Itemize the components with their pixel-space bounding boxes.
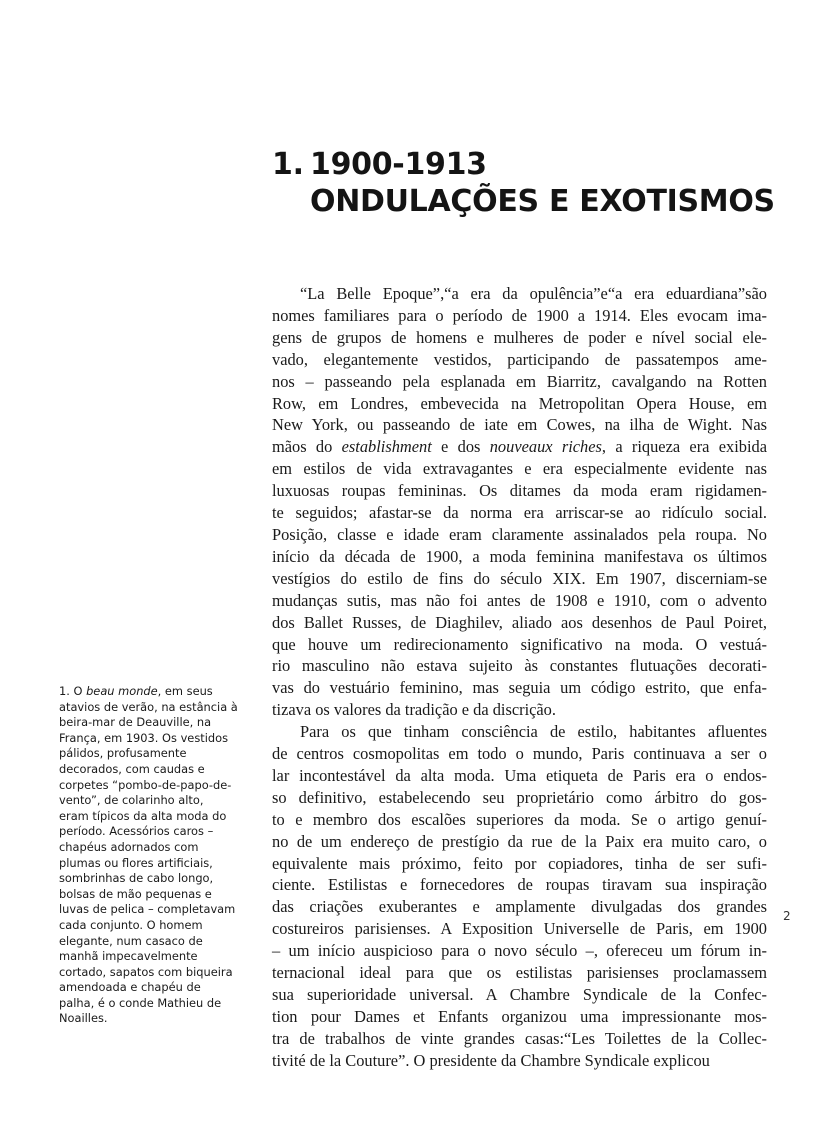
text-line: vado, elegantemente vestidos, participando de passatempos ame- bbox=[272, 349, 767, 369]
caption-line: plumas ou flores artificiais, bbox=[59, 855, 213, 870]
caption-line: chapéus adornados com bbox=[59, 839, 199, 854]
text-line: New York, ou passeando de iate em Cowes, na ilha de Wight. Nas bbox=[272, 415, 767, 435]
text-fragment: establishment bbox=[341, 437, 432, 457]
caption-line: vento”, de colarinho alto, bbox=[59, 793, 204, 808]
caption-line: palha, é o conde Mathieu de bbox=[59, 995, 222, 1010]
text-line: que houve um redirecionamento significativo na moda. O vestuá- bbox=[272, 634, 767, 654]
text-line: luxuosas roupas femininas. Os ditames da moda eram rigidamen- bbox=[272, 481, 767, 501]
caption-line: sombrinhas de cabo longo, bbox=[59, 871, 214, 886]
caption-line: eram típicos da alta moda do bbox=[59, 808, 227, 823]
chapter-number: 1. bbox=[272, 147, 304, 182]
caption-line: manhã impecavelmente bbox=[59, 949, 198, 964]
body-text bbox=[272, 283, 767, 1072]
caption-line: cada conjunto. O homem bbox=[59, 917, 203, 932]
caption-line: amendoada e chapéu de bbox=[59, 980, 201, 995]
text-line: rio masculino não estava sujeito às constantes flutuações decorati- bbox=[272, 656, 767, 676]
caption-line: pálidos, profusamente bbox=[59, 746, 187, 761]
caption-line: elegante, num casaco de bbox=[59, 933, 203, 948]
figure-caption bbox=[59, 684, 244, 1027]
text-line: nos – passeando pela esplanada em Biarritz, cavalgando na Rotten bbox=[272, 371, 767, 391]
chapter-title-line-2 bbox=[272, 183, 775, 220]
chapter-subtitle: ONDULAÇÕES E EXOTISMOS bbox=[310, 184, 775, 219]
text-line: dos Ballet Russes, de Diaghilev, aliado aos desenhos de Paul Poiret, bbox=[272, 612, 767, 632]
chapter-title-line-1 bbox=[272, 146, 775, 183]
caption-line: decorados, com caudas e bbox=[59, 761, 205, 776]
page-number: 2 bbox=[783, 909, 791, 923]
text-line: Row, em Londres, embevecida na Metropolitan Opera House, em bbox=[272, 393, 767, 413]
caption-italic: beau monde bbox=[86, 684, 158, 698]
chapter-years: 1900-1913 bbox=[310, 147, 487, 182]
text-line: tizava os valores da tradição e da discrição. bbox=[272, 700, 556, 720]
text-line: costureiros parisienses. A Exposition Universelle de Paris, em 1900 bbox=[272, 919, 767, 939]
text-line: nomes familiares para o período de 1900 a 1914. Eles evocam ima- bbox=[272, 305, 767, 325]
caption-line: corpetes “pombo-de-papo-de- bbox=[59, 777, 232, 792]
text-line: equivalente mais próximo, feito por copiadores, tinha de ser sufi- bbox=[272, 853, 767, 873]
text-line: “La Belle Epoque”,“a era da opulência”e“a era eduardiana”são bbox=[300, 284, 767, 303]
caption-prefix: 1. O bbox=[59, 684, 87, 698]
text-line: de centros cosmopolitas em todo o mundo, Paris continuava a ser o bbox=[272, 744, 767, 764]
text-line: Para os que tinham consciência de estilo, habitantes afluentes bbox=[300, 722, 767, 742]
text-line: lar incontestável da alta moda. Uma etiqueta de Paris era o endos- bbox=[272, 765, 767, 785]
caption-line: luvas de pelica – completavam bbox=[59, 902, 236, 917]
text-line: vestígios do estilo de fins do século XIX. Em 1907, discerniam-se bbox=[272, 568, 767, 588]
caption-line: período. Acessórios caros – bbox=[59, 824, 214, 839]
caption-line: atavios de verão, na estância à bbox=[59, 699, 238, 714]
text-line: so definitivo, estabelecendo seu proprietário como árbitro do gos- bbox=[272, 787, 767, 807]
text-fragment: e dos bbox=[431, 437, 490, 457]
chapter-title bbox=[272, 146, 775, 220]
text-fragment: nouveaux riches bbox=[489, 437, 602, 457]
text-line: Posição, classe e idade eram claramente assinalados pela roupa. No bbox=[272, 524, 767, 544]
text-fragment: mãos do bbox=[272, 437, 342, 457]
text-line: – um início auspicioso para o novo século –, ofereceu um fórum in- bbox=[272, 941, 767, 961]
caption-line: Noailles. bbox=[59, 1011, 108, 1026]
paragraph-1 bbox=[272, 283, 767, 721]
text-line: mudanças sutis, mas não foi antes de 1908 e 1910, com o advento bbox=[272, 590, 767, 610]
text-line: te seguidos; afastar-se da norma era arriscar-se ao ridículo social. bbox=[272, 503, 767, 523]
text-line: tra de trabalhos de vinte grandes casas:“Les Toilettes de la Collec- bbox=[272, 1028, 767, 1048]
text-line: gens de grupos de homens e mulheres de poder e nível social ele- bbox=[272, 327, 767, 347]
caption-line: França, em 1903. Os vestidos bbox=[59, 730, 229, 745]
paragraph-2 bbox=[272, 721, 767, 1072]
caption-line bbox=[59, 684, 244, 700]
text-line: ternacional ideal para que os estilistas parisienses proclamassem bbox=[272, 963, 767, 983]
caption-line: cortado, sapatos com biqueira bbox=[59, 964, 233, 979]
text-line: início da década de 1900, a moda feminina manifestava os últimos bbox=[272, 546, 767, 566]
text-line: das criações exuberantes e amplamente divulgadas dos grandes bbox=[272, 897, 767, 917]
caption-first-rest: , em seus bbox=[157, 684, 213, 698]
text-line: sua superioridade universal. A Chambre Syndicale de la Confec- bbox=[272, 985, 767, 1004]
text-line: no de um endereço de prestígio da rue de la Paix era muito caro, o bbox=[272, 831, 767, 851]
text-line: em estilos de vida extravagantes e era especialmente evidente nas bbox=[272, 459, 767, 479]
text-line: to e membro dos escalões superiores da moda. Se o artigo genuí- bbox=[272, 809, 767, 829]
text-line: ciente. Estilistas e fornecedores de roupas tiravam sua inspiração bbox=[272, 875, 767, 895]
text-line: tivité de la Couture”. O presidente da Chambre Syndicale explicou bbox=[272, 1050, 710, 1070]
text-line: vas do vestuário feminino, mas seguia um código estrito, que enfa- bbox=[272, 678, 767, 698]
text-fragment: , a riqueza era exibida bbox=[601, 437, 767, 457]
caption-line: beira-mar de Deauville, na bbox=[59, 715, 212, 730]
caption-line: bolsas de mão pequenas e bbox=[59, 886, 212, 901]
text-line bbox=[272, 436, 767, 458]
text-line: tion pour Dames et Enfants organizou uma impressionante mos- bbox=[272, 1006, 767, 1026]
